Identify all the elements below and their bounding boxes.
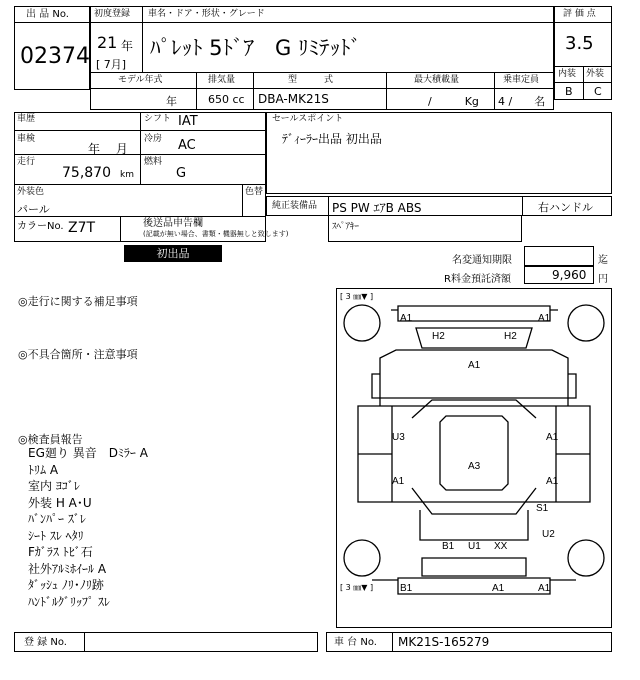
report-line: ｼｰﾄ ｽﾚ ﾍﾀﾘ (28, 528, 84, 543)
docs-value: ｽﾍﾟｱｷｰ (332, 222, 360, 232)
tire-tread-top: [ 3 ㎜▼ ] (340, 292, 374, 301)
first-registration-label: 初度登録 (94, 9, 131, 19)
damage-center: A3 (468, 461, 481, 472)
report-line: ﾊﾞﾝﾊﾟｰ ｽﾞﾚ (28, 512, 86, 526)
damage-roof-right: A1 (538, 313, 551, 324)
ac-value: AC (178, 138, 196, 153)
overall-rating: 3.5 (565, 33, 594, 54)
max-load-label: 最大積載量 (414, 75, 460, 85)
mileage-unit: km (120, 170, 134, 180)
recycle-value: 9,960 (552, 268, 587, 282)
damage-left-front: U3 (392, 432, 405, 443)
report-line: ﾊﾝﾄﾞﾙｸﾞﾘｯﾌﾟ ｽﾚ (28, 594, 110, 609)
color-number-label: カラーNo. (17, 221, 64, 232)
report-line: Fｶﾞﾗｽ ﾄﾋﾞ石 (28, 545, 93, 559)
year-unit: 年 (121, 39, 134, 53)
equipment-label: 純正装備品 (272, 201, 318, 211)
damage-right-front: A1 (546, 432, 559, 443)
exterior-label: 外装 (586, 69, 605, 79)
ac-label: 冷房 (144, 134, 163, 144)
damage-h2-right: H2 (504, 331, 517, 342)
registration-number-label: 登 録 No. (24, 637, 67, 648)
damage-h2-left: H2 (432, 331, 445, 342)
displacement: 650 cc (208, 93, 245, 106)
chassis-number: MK21S-165279 (398, 635, 490, 649)
tire-tread-bottom: [ 3 ㎜▼ ] (340, 583, 374, 592)
report-line: 室内 ﾖｺﾞﾚ (28, 479, 80, 493)
running-notes-label: ◎走行に関する補足事項 (18, 295, 138, 308)
model-year-unit: 年 (166, 95, 177, 108)
interior-grade: B (565, 85, 573, 98)
recycle-label: R料金預託済額 (444, 274, 511, 285)
interior-label: 内装 (558, 69, 577, 79)
shift-label: シフト (144, 114, 172, 124)
damage-rear-xx: XX (494, 541, 508, 552)
car-name-label: 車名・ドア・形状・グレード (148, 9, 265, 19)
handle-side: 右ハンドル (538, 201, 593, 214)
rating-label: 評 価 点 (563, 9, 596, 19)
recycle-unit: 円 (598, 274, 608, 285)
model-code-label: 型 式 (288, 75, 334, 85)
damage-hood: A1 (468, 360, 481, 371)
color-number: Z7T (68, 220, 96, 236)
damage-left-rear: A1 (392, 476, 405, 487)
report-line: 社外ｱﾙﾐﾎｲｰﾙ A (28, 561, 107, 576)
color-label: 外装色 (17, 187, 45, 197)
inspection-value: 年 月 (88, 142, 128, 156)
defects-label: ◎不具合箇所・注意事項 (18, 348, 138, 361)
lot-number-label: 出 品 No. (26, 9, 69, 20)
report-line: EG廻り 異音 Dﾐﾗｰ A (28, 446, 148, 460)
damage-roof-left: A1 (400, 313, 413, 324)
capacity-label: 乗車定員 (503, 75, 540, 85)
follow-docs-note: (記載が無い場合、書類・機器無しと致します) (143, 230, 289, 238)
damage-right-rear: A1 (546, 476, 559, 487)
color-value: パール (17, 203, 50, 216)
chassis-number-label: 車 台 No. (334, 637, 377, 648)
shift-value: IAT (178, 114, 198, 129)
model-code: DBA-MK21S (258, 92, 329, 106)
badge-text: 初出品 (156, 247, 190, 260)
damage-s1: S1 (536, 503, 549, 514)
sales-point-label: セールスポイント (272, 114, 344, 124)
max-load: / Kg (428, 95, 479, 108)
report-line: ﾀﾞｯｼｭ ﾉﾘ･ﾉﾘ跡 (28, 578, 104, 592)
registration-year: 21 (97, 33, 118, 52)
sales-point: ﾃﾞｨｰﾗｰ出品 初出品 (282, 132, 382, 146)
fuel-value: G (176, 166, 187, 181)
damage-u2: U2 (542, 529, 555, 540)
displacement-label: 排気量 (208, 75, 236, 85)
car-name: ﾊﾟﾚｯﾄ 5ﾄﾞｱ G ﾘﾐﾃｯﾄﾞ (150, 36, 361, 60)
model-year-label: モデル年式 (118, 75, 163, 85)
registration-month: [ 7月] (96, 58, 127, 71)
name-change-unit: 迄 (598, 255, 608, 266)
mileage-label: 走行 (17, 157, 36, 167)
recolor-label: 色替 (245, 187, 264, 197)
first-listing-badge (124, 245, 222, 262)
mileage-value: 75,870 (62, 165, 111, 181)
inspector-report-lines (28, 445, 148, 610)
exterior-grade: C (594, 85, 602, 98)
lot-number: 02374 (20, 44, 90, 69)
passenger-capacity: 4 / 名 (498, 95, 546, 108)
damage-bottom-a1: A1 (492, 583, 505, 594)
inspector-report-label: ◎検査員報告 (18, 433, 83, 446)
report-line: 外装 H A･U (28, 495, 92, 510)
damage-rear-u1: U1 (468, 541, 481, 552)
damage-rear-b1: B1 (442, 541, 455, 552)
name-change-box (524, 246, 594, 266)
report-line: ﾄﾘﾑ A (28, 462, 59, 477)
follow-docs-label: 後送品申告欄 (143, 218, 203, 229)
damage-bottom-b1: B1 (400, 583, 413, 594)
damage-bottom-a1b: A1 (538, 583, 551, 594)
equipment-list: PS PW ｴｱB ABS (332, 201, 422, 215)
inspection-label: 車検 (17, 134, 36, 144)
fuel-label: 燃料 (144, 157, 163, 167)
history-label: 車歴 (17, 114, 36, 124)
car-outline (336, 288, 612, 628)
name-change-label: 名変通知期限 (452, 255, 512, 266)
